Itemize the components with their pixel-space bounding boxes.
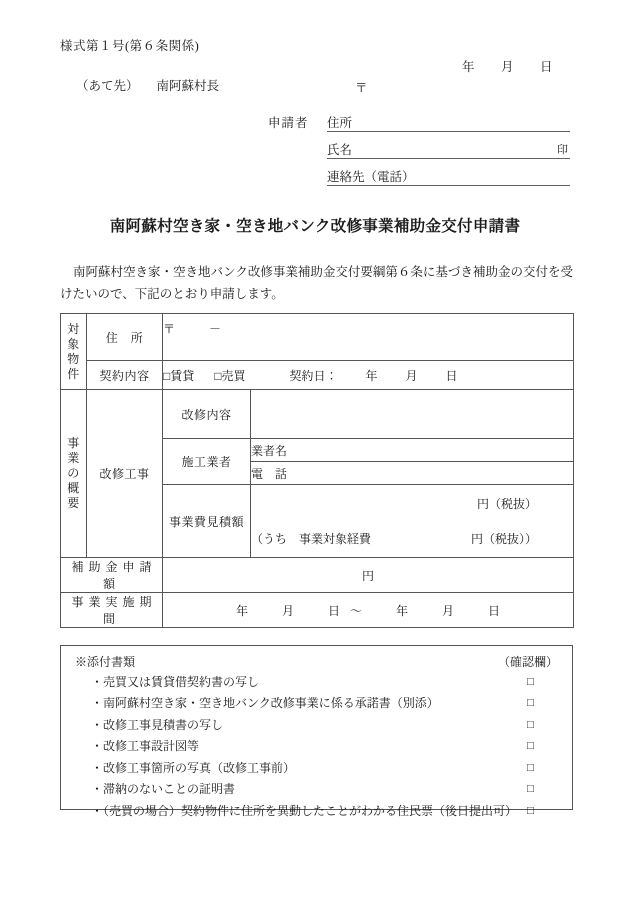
renovation-content-value[interactable]: [251, 390, 574, 439]
contractor-tel-label: 電 話: [251, 466, 288, 481]
list-item: [61, 801, 572, 822]
period-start-day-label: 日: [327, 603, 340, 618]
attachment-checkbox[interactable]: □: [527, 676, 534, 688]
checkbox-rent[interactable]: □賃貸: [163, 368, 195, 383]
project-vertical-label: 事 業 の 概 要: [61, 390, 87, 558]
contract-content-value[interactable]: [163, 361, 574, 390]
attachment-label: ・（売買の場合）契約物件に住所を異動したことがわかる住民票（後日提出可）: [91, 803, 518, 818]
seal-icon: 印: [557, 144, 568, 156]
applicant-name-label: 氏名: [327, 143, 353, 157]
estimate-subtotal-row: [251, 530, 573, 547]
contract-day-label: 日: [445, 368, 458, 383]
estimate-value[interactable]: [251, 485, 574, 558]
subsidy-amount-value[interactable]: [163, 558, 574, 593]
list-item: [61, 693, 572, 714]
list-item: [61, 779, 572, 800]
attachment-label: ・滞納のないことの証明書: [91, 782, 236, 797]
table-row-address: [61, 314, 574, 361]
application-table: [60, 313, 574, 628]
applicant-tel-label: 連絡先（電話）: [327, 170, 415, 184]
estimate-label: 事業費見積額: [163, 485, 251, 558]
list-item: [61, 672, 572, 693]
subsidy-yen-label: 円: [361, 568, 374, 583]
attachment-label: ・改修工事設計図等: [91, 739, 200, 754]
project-period-value[interactable]: [163, 593, 574, 628]
attachments-heading: ※添付書類: [75, 655, 136, 669]
contract-date-label: 契約日：: [289, 368, 338, 383]
contractor-name-label: 業者名: [251, 443, 288, 458]
postal-mark-icon: 〒: [355, 81, 368, 95]
period-end-month-label: 月: [442, 603, 455, 618]
confirmation-column-label: （確認欄）: [497, 655, 558, 669]
estimate-sub-yen-label: 円（税抜））: [470, 532, 537, 546]
estimate-sub-label: （うち 事業対象経費: [251, 532, 372, 546]
contractor-name-value[interactable]: [251, 439, 574, 462]
date-year-label: 年: [462, 60, 476, 74]
estimate-total-row: [251, 495, 573, 512]
estimate-yen-label: 円（税抜）: [476, 497, 537, 511]
checkbox-sale[interactable]: □売買: [214, 368, 246, 383]
attachment-label: ・改修工事見積書の写し: [91, 717, 224, 732]
table-row-contract: [61, 361, 574, 390]
project-period-label: 事業実施期間: [61, 593, 163, 628]
contract-year-label: 年: [365, 368, 378, 383]
attachment-checkbox[interactable]: □: [527, 718, 534, 731]
contractor-label: 施工業者: [163, 439, 251, 485]
attachment-checkbox[interactable]: □: [527, 761, 534, 774]
attachments-list: [61, 672, 572, 822]
attachment-checkbox[interactable]: □: [527, 783, 534, 796]
postal-dash: －: [209, 322, 222, 336]
list-item: [61, 715, 572, 736]
contract-content-label: 契約内容: [87, 361, 163, 390]
addressee-prefix: （あて先）: [76, 79, 139, 93]
attachments-box: [60, 645, 573, 818]
applicant-label: 申請者: [268, 116, 309, 130]
date-month-label: 月: [501, 60, 515, 74]
property-address-label: 住 所: [87, 314, 163, 361]
property-vertical-label: 対 象 物 件: [61, 314, 87, 390]
document-date-line: [462, 57, 553, 75]
attachment-label: ・南阿蘇村空き家・空き地バンク改修事業に係る承諾書（別添）: [91, 696, 439, 711]
addressee-name: 南阿蘇村長: [156, 79, 220, 93]
period-end-day-label: 日: [488, 603, 501, 618]
renovation-work-label: 改修工事: [87, 390, 163, 558]
form-number: 様式第１号(第６条関係): [60, 39, 200, 53]
postal-mark-icon: 〒: [163, 322, 176, 336]
applicant-address-label: 住所: [327, 116, 353, 130]
renovation-content-label: 改修内容: [163, 390, 251, 439]
contractor-tel-value[interactable]: [251, 462, 574, 485]
document-title: 南阿蘇村空き家・空き地バンク改修事業補助金交付申請書: [109, 218, 521, 235]
period-start-year-label: 年: [235, 603, 248, 618]
list-item: [61, 758, 572, 779]
table-row-renovation-content: [61, 390, 574, 439]
table-row-period: [61, 593, 574, 628]
subsidy-amount-label: 補助金申請額: [61, 558, 163, 593]
list-item: [61, 736, 572, 757]
applicant-name-field[interactable]: [327, 139, 570, 159]
attachment-checkbox[interactable]: □: [527, 804, 534, 817]
addressee: [76, 76, 219, 94]
attachments-header: [61, 646, 572, 670]
intro-paragraph: 南阿蘇村空き家・空き地バンク改修事業補助金交付要綱第６条に基づき補助金の交付を受けたいので、下記のとおり申請します。: [60, 265, 573, 301]
date-day-label: 日: [540, 60, 554, 74]
attachment-label: ・改修工事箇所の写真（改修工事前）: [91, 760, 296, 775]
applicant-address-field[interactable]: [327, 112, 570, 132]
table-row-subsidy: [61, 558, 574, 593]
period-tilde: ～: [349, 603, 362, 618]
attachment-label: ・売買又は賃貸借契約書の写し: [91, 675, 260, 689]
attachment-checkbox[interactable]: □: [527, 740, 534, 753]
period-start-month-label: 月: [281, 603, 294, 618]
period-end-year-label: 年: [396, 603, 409, 618]
applicant-tel-field[interactable]: [327, 166, 570, 186]
attachment-checkbox[interactable]: □: [527, 697, 534, 710]
contract-month-label: 月: [405, 368, 418, 383]
property-address-value[interactable]: [163, 314, 574, 361]
